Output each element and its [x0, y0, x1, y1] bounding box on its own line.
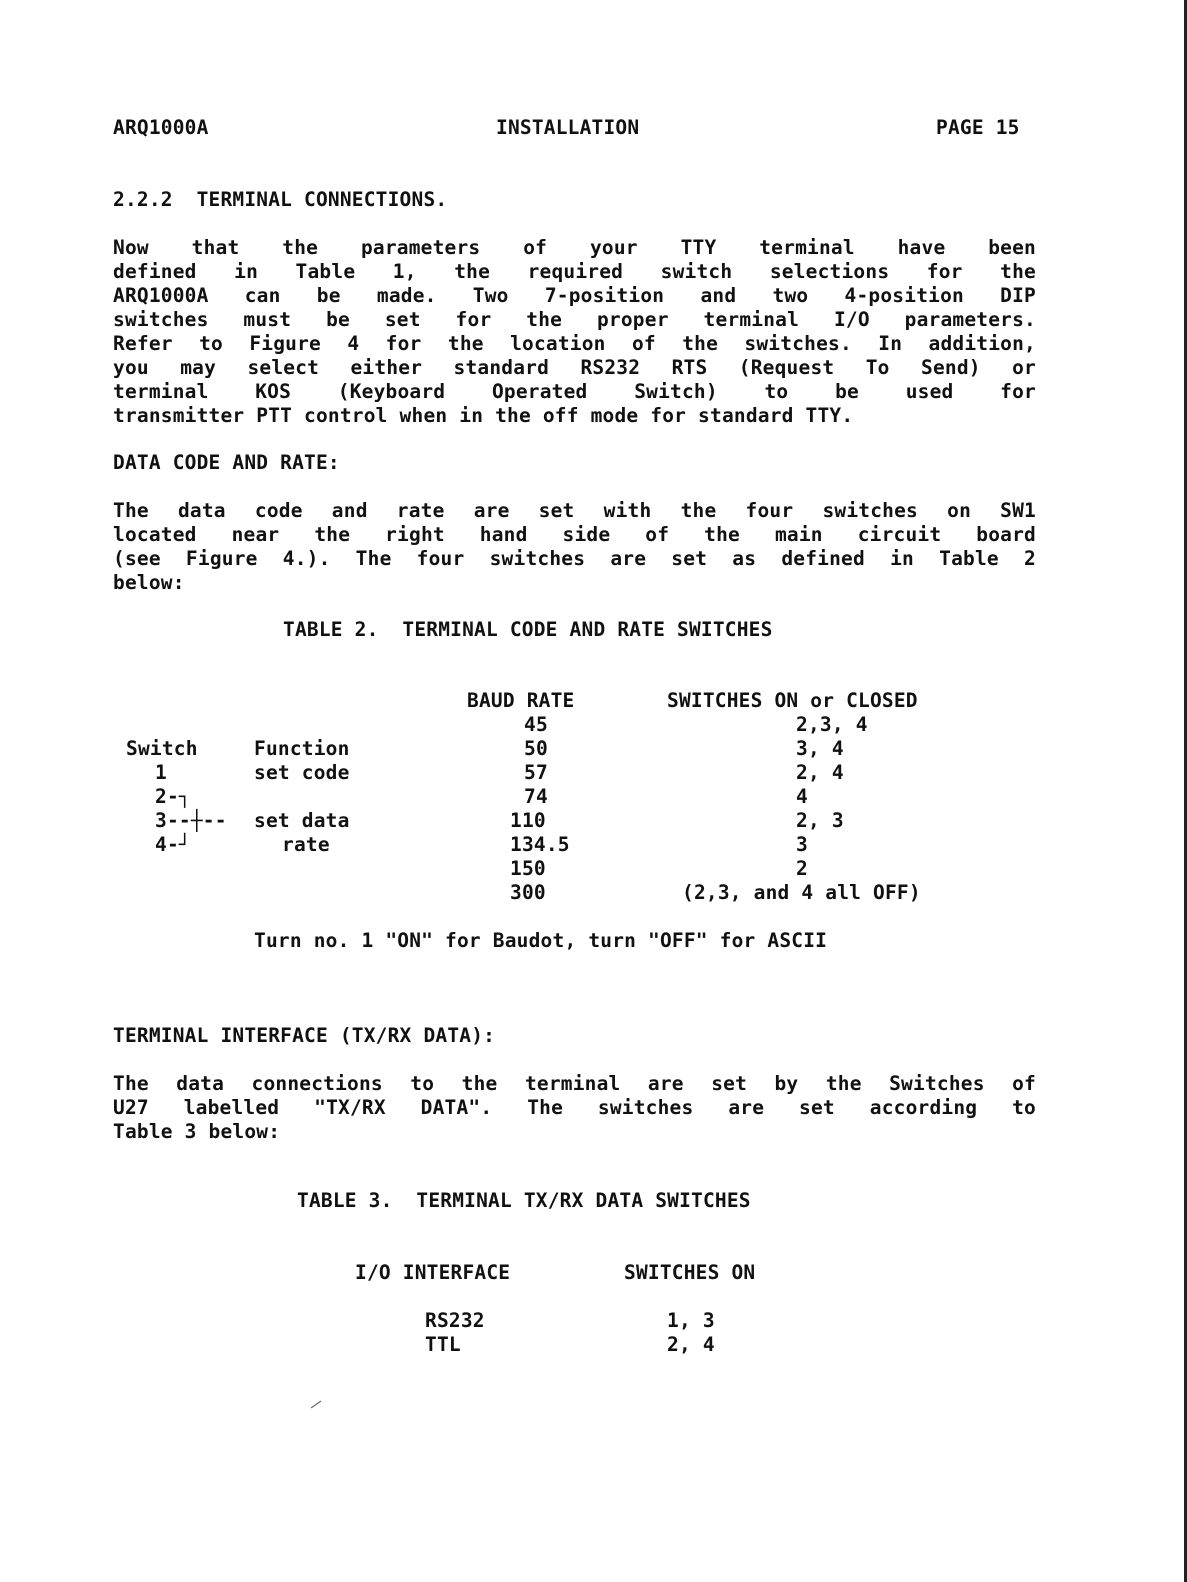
table2-switch-function: rate: [282, 833, 330, 856]
paragraph-line: ARQ1000A can be made. Two 7-position and two 4-position DIP: [113, 284, 1036, 307]
paragraph-line: Table 3 below:: [113, 1120, 281, 1143]
paragraph-line: The data code and rate are set with the four switches on SW1: [113, 499, 1036, 522]
table2-baud-value: 150: [510, 857, 546, 880]
scan-mark: [311, 1401, 321, 1409]
table2-switches-value: 2, 3: [796, 809, 844, 832]
table2-col-switches-on: SWITCHES ON or CLOSED: [667, 689, 918, 712]
paragraph-line: transmitter PTT control when in the off mode for standard TTY.: [113, 404, 854, 427]
paragraph-line: you may select either standard RS232 RTS (Request To Send) or: [113, 356, 1036, 379]
table2-baud-value: 50: [524, 737, 548, 760]
paragraph-line: terminal KOS (Keyboard Operated Switch) to be used for: [113, 380, 1036, 403]
data-code-paragraph: [113, 499, 1036, 595]
interface-heading: TERMINAL INTERFACE (TX/RX DATA):: [113, 1024, 496, 1047]
paragraph-line: switches must be set for the proper terminal I/O parameters.: [113, 308, 1036, 331]
interface-paragraph: [113, 1072, 1036, 1144]
paragraph-line: located near the right hand side of the main circuit board: [113, 523, 1036, 546]
table2-switch-function: set code: [254, 761, 350, 784]
table2-switch-function: set data: [254, 809, 350, 832]
table2-baud-value: 45: [524, 713, 548, 736]
table2-baud-value: 134.5: [510, 833, 570, 856]
table2-col-switch: Switch: [126, 737, 198, 760]
table2-switch-number: 4-┘: [155, 833, 191, 856]
paragraph-line: (see Figure 4.). The four switches are set as defined in Table 2: [113, 547, 1036, 570]
table2-switch-number: 3--┼--: [155, 809, 227, 832]
table2-switches-value: 2,3, 4: [796, 713, 868, 736]
paragraph-line: The data connections to the terminal are set by the Switches of: [113, 1072, 1036, 1095]
table2-switches-value: 2, 4: [796, 761, 844, 784]
table2-title: TABLE 2. TERMINAL CODE AND RATE SWITCHES: [283, 618, 773, 641]
section-heading: 2.2.2 TERMINAL CONNECTIONS.: [113, 188, 448, 211]
table2-baud-value: 57: [524, 761, 548, 784]
table2-col-baud-rate: BAUD RATE: [467, 689, 575, 712]
table3-interface-value: RS232: [425, 1309, 485, 1332]
table2-col-function: Function: [254, 737, 350, 760]
table3-col-switches-on: SWITCHES ON: [624, 1261, 756, 1284]
paragraph-line: Now that the parameters of your TTY terminal have been: [113, 236, 1036, 259]
header-doc-id: ARQ1000A: [113, 116, 209, 139]
paragraph-line: Refer to Figure 4 for the location of the switches. In addition,: [113, 332, 1036, 355]
paragraph-line: below:: [113, 571, 185, 594]
table3-switches-value: 2, 4: [667, 1333, 715, 1356]
table2-switches-value: (2,3, and 4 all OFF): [682, 881, 921, 904]
table2-switches-value: 2: [796, 857, 808, 880]
table2-switch-number: 2-┐: [155, 785, 191, 808]
table3-col-interface: I/O INTERFACE: [355, 1261, 511, 1284]
header-section-title: INSTALLATION: [496, 116, 640, 139]
table2-switches-value: 3, 4: [796, 737, 844, 760]
table2-switches-value: 3: [796, 833, 808, 856]
table2-note: Turn no. 1 "ON" for Baudot, turn "OFF" for ASCII: [254, 929, 828, 952]
intro-paragraph: [113, 236, 1036, 428]
table2-baud-value: 74: [524, 785, 548, 808]
table2-baud-value: 110: [510, 809, 546, 832]
table2-switches-value: 4: [796, 785, 808, 808]
paragraph-line: U27 labelled "TX/RX DATA". The switches are set according to: [113, 1096, 1036, 1119]
table3-title: TABLE 3. TERMINAL TX/RX DATA SWITCHES: [297, 1189, 751, 1212]
table2-baud-value: 300: [510, 881, 546, 904]
data-code-heading: DATA CODE AND RATE:: [113, 451, 340, 474]
table3-interface-value: TTL: [425, 1333, 461, 1356]
table3-switches-value: 1, 3: [667, 1309, 715, 1332]
paragraph-line: defined in Table 1, the required switch selections for the: [113, 260, 1036, 283]
table2-switch-number: 1: [155, 761, 167, 784]
header-page-number: PAGE 15: [936, 116, 1020, 139]
